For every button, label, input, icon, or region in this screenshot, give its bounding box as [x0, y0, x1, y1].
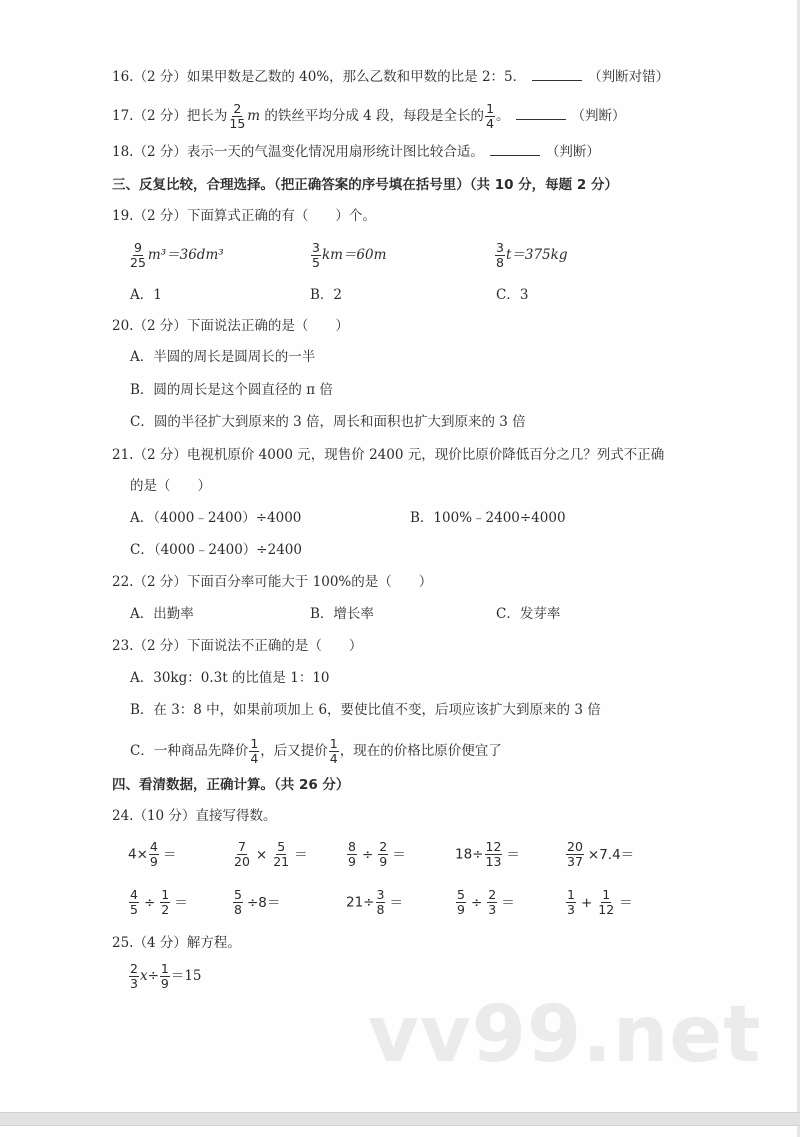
answer-blank[interactable] [490, 143, 540, 156]
question-16 [112, 67, 669, 87]
denominator: 21 [273, 854, 290, 869]
option-b[interactable]: B．100%﹣2400÷4000 [410, 510, 566, 526]
numerator: 1 [250, 736, 259, 751]
denominator: 5 [130, 902, 138, 917]
numerator: 5 [277, 839, 286, 854]
fraction [485, 840, 503, 869]
denominator: 13 [485, 854, 502, 869]
answer-blank[interactable] [532, 68, 582, 81]
answer-blank[interactable] [516, 107, 566, 120]
numerator: 5 [457, 887, 465, 902]
numerator: 2 [233, 101, 242, 116]
question-22-stem: 22.（2 分）下面百分率可能大于 100%的是（ ） [112, 574, 433, 590]
denominator: 5 [312, 255, 320, 270]
question-19-stem: 19.（2 分）下面算式正确的有（ ）个。 [112, 208, 376, 224]
question-number: 16. [112, 69, 134, 85]
denominator: 2 [161, 902, 170, 917]
question-18 [112, 142, 600, 162]
option-a[interactable]: A．30kg：0.3t 的比值是 1：10 [130, 670, 330, 686]
section-heading-3: 三、反复比较，合理选择。（把正确答案的序号填在括号里）（共 10 分，每题 2 分） [112, 177, 618, 193]
numerator: 1 [567, 887, 575, 902]
equation-text: x÷ [139, 968, 159, 984]
denominator: 3 [488, 902, 497, 917]
fraction [160, 962, 170, 991]
denominator: 3 [130, 976, 138, 991]
question-24-stem: 24.（10 分）直接写得数。 [112, 808, 277, 824]
fraction [487, 888, 497, 917]
question-21-stem-cont: 的是（ ） [130, 478, 211, 494]
denominator: 3 [567, 902, 575, 917]
fraction [233, 840, 251, 869]
fraction [485, 102, 495, 131]
question-score: （2 分） [133, 69, 187, 85]
option-text: ，现在的价格比原价便宜了 [339, 743, 502, 759]
fraction [456, 888, 466, 917]
expression-text: km＝60m [321, 247, 387, 263]
question-hint: （判断） [545, 144, 600, 160]
fraction [329, 737, 339, 766]
fraction [311, 241, 321, 270]
numerator: 3 [496, 240, 504, 255]
numerator: 2 [488, 887, 497, 902]
numerator: 2 [130, 961, 138, 976]
calc-suffix: ＝ [501, 894, 515, 911]
equation [128, 962, 202, 991]
option-text: ，后又提价 [260, 743, 328, 759]
question-text: 的铁丝平均分成 4 段，每段是全长的 [260, 108, 485, 124]
numerator: 5 [234, 887, 242, 902]
numerator: 1 [602, 887, 611, 902]
operator: ÷ [470, 894, 483, 911]
option-b[interactable]: B．增长率 [310, 606, 374, 622]
calc-suffix: ＝ [619, 894, 633, 911]
question-number: 18. [112, 144, 134, 160]
question-21-stem: 21.（2 分）电视机原价 4000 元，现售价 2400 元，现价比原价降低百分之几？列式不正确 [112, 447, 665, 463]
calc-item [565, 888, 633, 917]
fraction [347, 840, 357, 869]
denominator: 4 [250, 751, 259, 766]
numerator: 3 [376, 887, 385, 902]
calc-item [455, 840, 520, 869]
calc-suffix: ＝ [162, 846, 177, 863]
calc-item [128, 888, 188, 917]
denominator: 8 [496, 255, 504, 270]
calc-item [232, 888, 280, 917]
calc-suffix: ＝ [294, 846, 308, 863]
fraction [566, 888, 576, 917]
expression-text: t＝375kg [505, 247, 568, 263]
calc-suffix: ＝ [174, 894, 188, 911]
expression [310, 241, 386, 270]
calc-prefix: 4× [128, 846, 148, 863]
numerator: 1 [161, 887, 170, 902]
numerator: 8 [348, 839, 356, 854]
expression [128, 241, 224, 270]
fraction [495, 241, 505, 270]
calc-item [232, 840, 308, 869]
numerator: 2 [379, 839, 388, 854]
page-separator [0, 1112, 800, 1126]
calc-item [346, 840, 406, 869]
question-text: 如果甲数是乙数的 40%，那么乙数和甲数的比是 2：5． [186, 69, 527, 85]
denominator: 25 [130, 255, 146, 270]
denominator: 12 [598, 902, 615, 917]
fraction [378, 840, 388, 869]
denominator: 9 [149, 854, 158, 869]
option-c[interactable]: C．圆的半径扩大到原来的 3 倍，周长和面积也扩大到原来的 3 倍 [130, 414, 526, 430]
fraction [228, 102, 246, 131]
denominator: 9 [160, 976, 169, 991]
question-score: （2 分） [133, 108, 187, 124]
calc-item [565, 840, 634, 869]
numerator: 12 [485, 839, 502, 854]
denominator: 9 [348, 854, 356, 869]
fraction [129, 888, 139, 917]
fraction [272, 840, 290, 869]
option-c[interactable]: C．发芽率 [496, 606, 561, 622]
option-b[interactable]: B．2 [310, 287, 343, 303]
option-c[interactable]: C．3 [496, 287, 529, 303]
option-a[interactable]: A．半圆的周长是圆周长的一半 [130, 349, 316, 365]
question-number: 17. [112, 108, 134, 124]
expression [494, 241, 567, 270]
fraction [233, 888, 243, 917]
question-25-stem: 25.（4 分）解方程。 [112, 935, 241, 951]
fraction [129, 962, 139, 991]
denominator: 20 [234, 854, 250, 869]
option-text: C．一种商品先降价 [130, 743, 249, 759]
numerator: 1 [329, 736, 338, 751]
numerator: 4 [130, 887, 138, 902]
denominator: 8 [376, 902, 385, 917]
operator: + [580, 894, 593, 911]
option-a[interactable]: A．（4000﹣2400）÷4000 [130, 510, 302, 526]
denominator: 9 [457, 902, 465, 917]
calc-item [455, 888, 515, 917]
denominator: 4 [486, 116, 495, 131]
question-23-stem: 23.（2 分）下面说法不正确的是（ ） [112, 638, 363, 654]
calc-item [128, 840, 176, 869]
option-a[interactable]: A．1 [130, 287, 162, 303]
punctuation: 。 [496, 108, 510, 124]
question-hint: （判断） [571, 108, 626, 124]
question-17 [112, 102, 626, 131]
calc-suffix: ÷8＝ [246, 894, 281, 911]
calc-prefix: 21÷ [346, 894, 375, 911]
denominator: 9 [379, 854, 388, 869]
option-a[interactable]: A．出勤率 [130, 606, 194, 622]
fraction [249, 737, 259, 766]
denominator: 37 [567, 854, 583, 869]
numerator: 9 [133, 240, 142, 255]
option-c[interactable] [130, 737, 502, 766]
unit: m [247, 108, 261, 124]
fraction [149, 840, 159, 869]
calc-prefix: 18÷ [455, 846, 484, 863]
option-c[interactable]: C．（4000﹣2400）÷2400 [130, 542, 302, 558]
denominator: 15 [229, 116, 246, 131]
denominator: 4 [329, 751, 338, 766]
numerator: 3 [312, 240, 320, 255]
expression-text: m³＝36dm³ [147, 247, 224, 263]
option-b[interactable]: B．在 3：8 中，如果前项加上 6，要使比值不变，后项应该扩大到原来的 3 倍 [130, 702, 601, 718]
calc-suffix: ×7.4＝ [587, 846, 635, 863]
calc-suffix: ＝ [389, 894, 403, 911]
fraction [597, 888, 615, 917]
numerator: 20 [567, 839, 583, 854]
calc-suffix: ＝ [392, 846, 406, 863]
equation-text: ＝15 [170, 968, 202, 984]
question-text: 把长为 [186, 108, 228, 124]
fraction [129, 241, 147, 270]
numerator: 7 [237, 839, 246, 854]
fraction [566, 840, 584, 869]
question-hint: （判断对错） [588, 69, 670, 85]
section-heading-4: 四、看清数据，正确计算。（共 26 分） [112, 777, 350, 793]
question-text: 表示一天的气温变化情况用扇形统计图比较合适。 [186, 144, 484, 160]
question-20-stem: 20.（2 分）下面说法正确的是（ ） [112, 318, 349, 334]
option-b[interactable]: B．圆的周长是这个圆直径的 π 倍 [130, 382, 333, 398]
calc-item [346, 888, 403, 917]
numerator: 4 [149, 839, 158, 854]
fraction [376, 888, 386, 917]
fraction [160, 888, 170, 917]
numerator: 1 [486, 101, 495, 116]
numerator: 1 [160, 961, 169, 976]
calc-suffix: ＝ [506, 846, 520, 863]
denominator: 8 [234, 902, 242, 917]
operator: ÷ [361, 846, 374, 863]
operator: ÷ [143, 894, 156, 911]
question-score: （2 分） [133, 144, 187, 160]
watermark: vv99.net [368, 990, 762, 1080]
operator: × [255, 846, 268, 863]
